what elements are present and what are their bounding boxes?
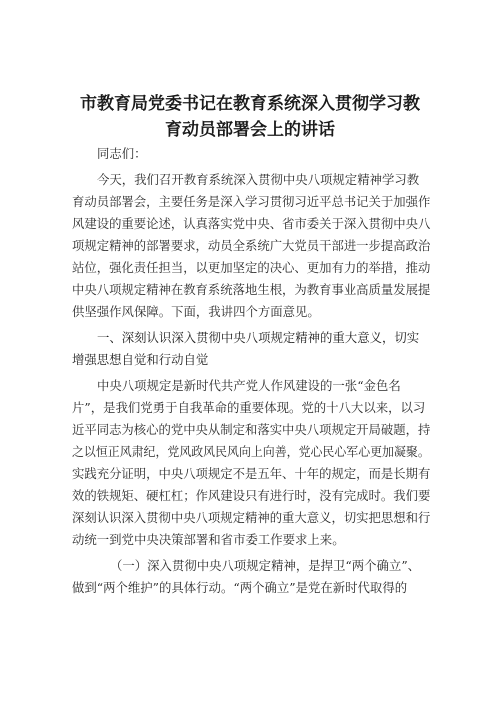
section-heading-1-line-2: 增强思想自觉和行动自觉 (72, 352, 209, 367)
para1-line-3: 风建设的重要论述，认真落实党中央、省市委关于深入贯彻中央八 (72, 216, 431, 231)
para1-line-1: 今天，我们召开教育系统深入贯彻中央八项规定精神学习教 (97, 172, 420, 187)
para2-line-8: 动统一到党中央决策部署和省市委工作要求上来。 (72, 532, 345, 547)
para1-line-2: 育动员部署会，主要任务是深入学习贯彻习近平总书记关于加强作 (72, 194, 431, 209)
para2-line-1: 中央八项规定是新时代共产党人作风建设的一张“金色名 (97, 378, 401, 393)
para2-line-2: 片”，是我们党勇于自我革命的重要体现。党的十八大以来，以习 (72, 400, 426, 415)
document-title-line-2: 育动员部署会上的讲话 (165, 120, 335, 140)
para2-line-6: 效的铁规矩、硬杠杠；作风建设只有进行时，没有完成时。我们要 (72, 488, 431, 503)
para1-line-5: 站位，强化责任担当，以更加坚定的决心、更加有力的举措，推动 (72, 260, 431, 275)
para2-line-4: 之以恒正风肃纪，党风政风民风向上向善，党心民心军心更加凝聚。 (72, 444, 430, 459)
para2-line-5: 实践充分证明，中央八项规定不是五年、十年的规定，而是长期有 (72, 466, 431, 481)
para1-line-6: 中央八项规定精神在教育系统落地生根，为教育事业高质量发展提 (72, 282, 431, 297)
para1-line-4: 项规定精神的部署要求，动员全系统广大党员干部进一步提高政治 (72, 238, 431, 253)
para2-line-7: 深刻认识深入贯彻中央八项规定精神的重大意义，切实把思想和行 (72, 510, 431, 525)
para3-line-1: （一）深入贯彻中央八项规定精神，是捍卫“两个确立”、 (110, 558, 421, 573)
salutation: 同志们： (97, 146, 147, 161)
para1-line-7: 供坚强作风保障。下面，我讲四个方面意见。 (72, 304, 320, 319)
document-title-line-1: 市教育局党委书记在教育系统深入贯彻学习教 (80, 94, 420, 114)
para3-line-2: 做到“两个维护”的具体行动。“两个确立”是党在新时代取得的 (72, 580, 408, 595)
para2-line-3: 近平同志为核心的党中央从制定和落实中央八项规定开局破题，持 (72, 422, 431, 437)
section-heading-1-line-1: 一、深刻认识深入贯彻中央八项规定精神的重大意义，切实 (97, 330, 420, 345)
